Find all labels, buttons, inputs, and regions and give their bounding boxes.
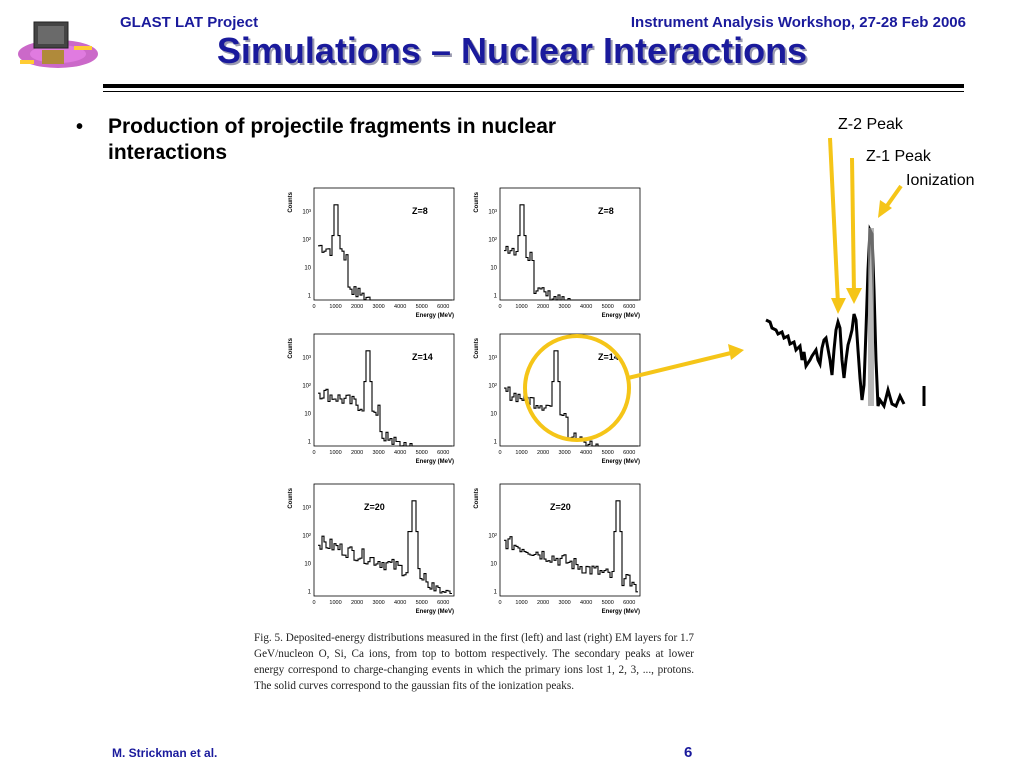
title-rule-thin [103, 91, 964, 92]
x-tick-label: 0 [498, 600, 502, 606]
footer-author: M. Strickman et al. [112, 746, 218, 760]
x-axis-label: Energy (MeV) [601, 313, 640, 319]
y-tick-label: 1 [307, 439, 311, 446]
y-tick-label: 10² [302, 383, 311, 390]
x-tick-label: 5000 [601, 304, 614, 310]
x-tick-label: 6000 [437, 304, 450, 310]
histogram-line [318, 501, 452, 594]
title-rule [103, 84, 964, 88]
histogram-line [504, 501, 638, 592]
figure-caption: Fig. 5. Deposited-energy distributions measured in the first (left) and last (right) EM layers for 1.7 GeV/nucleon O, Si, Ca ions, from top to bottom respectively. The secondary peaks at lower energy correspond to charge-changing events in which the primary ions lost 1, 2, 3, ..., protons. The solid curves correspond to the gaussian fits of the ionization peaks. [254, 632, 694, 692]
y-tick-label: 10 [304, 561, 311, 568]
y-tick-label: 10² [302, 237, 311, 244]
plot-frame [314, 484, 454, 596]
x-tick-label: 0 [312, 600, 316, 606]
x-tick-label: 6000 [623, 600, 636, 606]
x-tick-label: 5000 [415, 304, 428, 310]
bullet-text: Production of projectile fragments in nuclear interactions [108, 115, 557, 164]
x-axis-label: Energy (MeV) [601, 609, 640, 615]
slide-title: Simulations – Nuclear Interactions [216, 30, 808, 71]
histogram-line [504, 351, 638, 446]
x-tick-label: 5000 [415, 600, 428, 606]
y-axis-label: Counts [288, 488, 294, 509]
y-tick-label: 1 [493, 293, 497, 300]
x-tick-label: 1000 [515, 304, 528, 310]
y-tick-label: 10³ [488, 355, 497, 362]
x-tick-label: 1000 [329, 304, 342, 310]
x-tick-label: 6000 [437, 600, 450, 606]
x-tick-label: 5000 [415, 450, 428, 456]
y-tick-label: 10 [490, 561, 497, 568]
bullet-marker: • [76, 116, 84, 138]
y-axis-label: Counts [474, 192, 480, 213]
plot-frame [314, 334, 454, 446]
y-tick-label: 10 [490, 265, 497, 272]
x-tick-label: 5000 [601, 600, 614, 606]
x-tick-label: 2000 [536, 450, 550, 456]
y-axis-label: Counts [474, 488, 480, 509]
page-number: 6 [684, 744, 693, 761]
x-tick-label: 2000 [350, 450, 364, 456]
x-tick-label: 4000 [580, 600, 593, 606]
y-tick-label: 10³ [488, 209, 497, 216]
y-axis-label: Counts [474, 338, 480, 359]
panel-label: Z=8 [598, 206, 614, 216]
panel-label: Z=14 [412, 352, 433, 362]
x-axis-label: Energy (MeV) [415, 459, 454, 465]
panel-label: Z=8 [412, 206, 428, 216]
y-tick-label: 1 [493, 589, 497, 596]
histogram-panel [278, 182, 458, 322]
x-tick-label: 6000 [437, 450, 450, 456]
y-axis-label: Counts [288, 192, 294, 213]
y-tick-label: 10² [302, 533, 311, 540]
y-tick-label: 10³ [302, 505, 311, 512]
x-tick-label: 2000 [536, 304, 550, 310]
x-tick-label: 3000 [372, 304, 385, 310]
zoomed-spectrum [760, 210, 940, 420]
x-tick-label: 4000 [394, 450, 407, 456]
histogram-panel [278, 328, 458, 468]
x-tick-label: 4000 [580, 304, 593, 310]
x-tick-label: 0 [498, 450, 502, 456]
y-tick-label: 10 [490, 411, 497, 418]
y-tick-label: 10² [488, 533, 497, 540]
header-project: GLAST LAT Project [120, 14, 259, 31]
x-axis-label: Energy (MeV) [415, 609, 454, 615]
y-tick-label: 1 [307, 589, 311, 596]
panel-label: Z=20 [364, 502, 385, 512]
header-event: Instrument Analysis Workshop, 27-28 Feb 2006 [630, 14, 966, 31]
x-axis-label: Energy (MeV) [601, 459, 640, 465]
x-tick-label: 6000 [623, 450, 636, 456]
panel-label: Z=20 [550, 502, 571, 512]
annotation-ionization: Ionization [906, 172, 975, 189]
histogram-line [504, 205, 638, 300]
plot-frame [500, 334, 640, 446]
panel-label: Z=14 [598, 352, 619, 362]
histogram-line [318, 205, 452, 300]
x-tick-label: 2000 [350, 600, 364, 606]
x-tick-label: 1000 [515, 600, 528, 606]
x-tick-label: 4000 [580, 450, 593, 456]
y-tick-label: 1 [493, 439, 497, 446]
pointer-arrowhead [728, 344, 744, 360]
x-tick-label: 5000 [601, 450, 614, 456]
y-axis-label: Counts [288, 338, 294, 359]
histogram-line [318, 351, 452, 446]
histogram-panel [464, 478, 644, 618]
x-axis-label: Energy (MeV) [415, 313, 454, 319]
x-tick-label: 4000 [394, 600, 407, 606]
x-tick-label: 1000 [329, 600, 342, 606]
x-tick-label: 2000 [536, 600, 550, 606]
x-tick-label: 0 [312, 450, 316, 456]
arrow-ionization [884, 186, 901, 210]
x-tick-label: 3000 [558, 600, 571, 606]
histogram-panel [278, 478, 458, 618]
y-tick-label: 1 [307, 293, 311, 300]
x-tick-label: 1000 [329, 450, 342, 456]
pointer-line [628, 352, 735, 378]
x-tick-label: 6000 [623, 304, 636, 310]
x-tick-label: 0 [312, 304, 316, 310]
histogram-panel [464, 328, 644, 468]
y-tick-label: 10² [488, 237, 497, 244]
y-tick-label: 10 [304, 265, 311, 272]
x-tick-label: 3000 [558, 304, 571, 310]
y-tick-label: 10³ [302, 209, 311, 216]
annotation-z1-peak: Z-1 Peak [866, 148, 931, 165]
x-tick-label: 2000 [350, 304, 364, 310]
y-tick-label: 10² [488, 383, 497, 390]
x-tick-label: 3000 [558, 450, 571, 456]
x-tick-label: 0 [498, 304, 502, 310]
annotation-z2-peak: Z-2 Peak [838, 116, 903, 133]
y-tick-label: 10³ [302, 355, 311, 362]
x-tick-label: 3000 [372, 600, 385, 606]
histogram-panel [464, 182, 644, 322]
y-tick-label: 10 [304, 411, 311, 418]
x-tick-label: 1000 [515, 450, 528, 456]
x-tick-label: 3000 [372, 450, 385, 456]
x-tick-label: 4000 [394, 304, 407, 310]
